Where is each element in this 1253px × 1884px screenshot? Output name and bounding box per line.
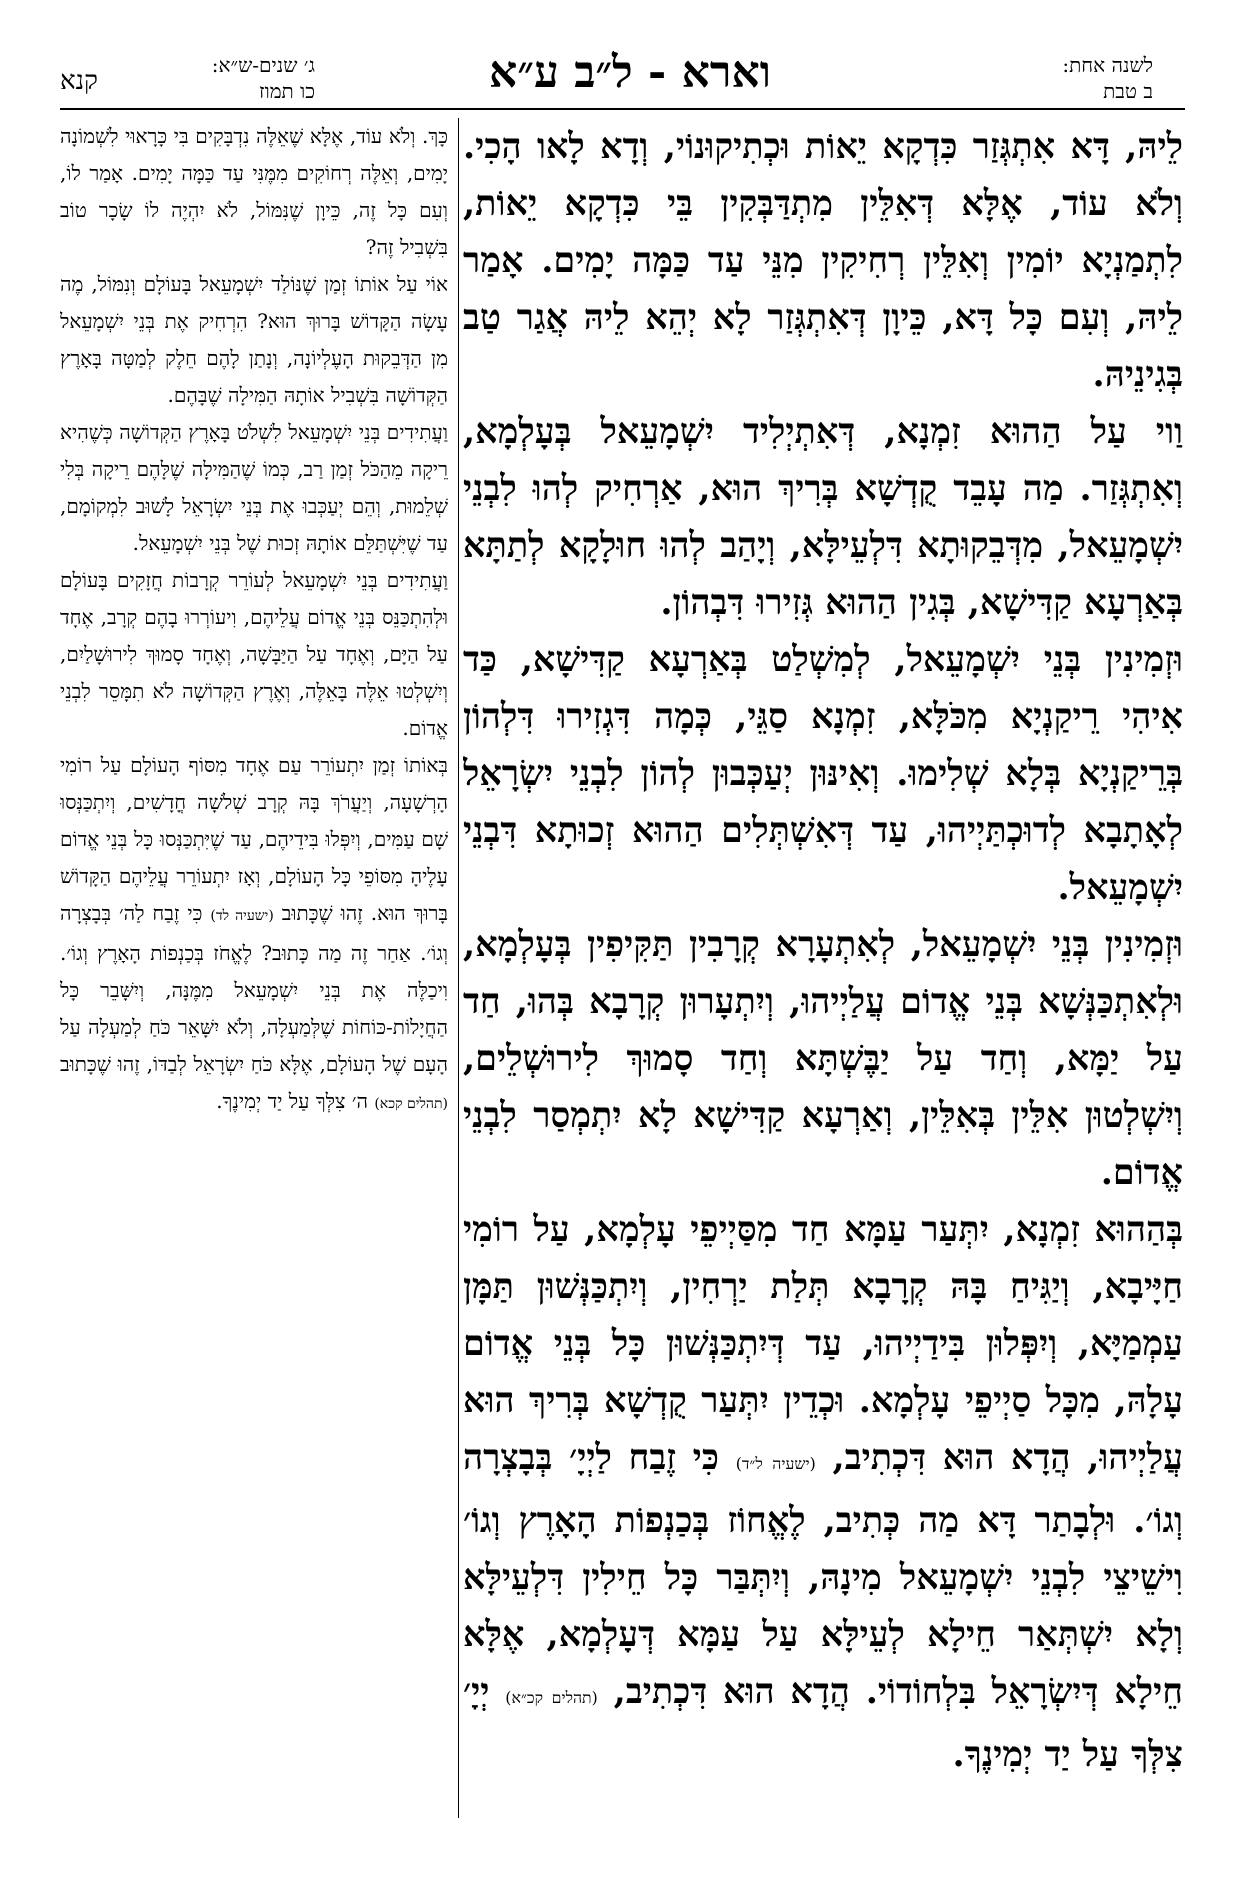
page-number: קנא bbox=[60, 66, 98, 96]
main-text-span: כִּי זֶבַח לַיְיָ׳ בְּבָצְרָה וְגוֹ׳. וּלְבָתַר דָּא מַה כְּתִיב, לֶאֱחוֹז בְּכַנְפוֹת הָאָרֶץ וְגוֹ׳ וִישֵׁיצֵי לִבְנֵי יִשְׁמָעֵאל מִינָהּ, וְיִתְּבַּר כָּל חֵילִין דִּלְעֵילָּא וְלָא יִשְׁתְּאַר חֵילָא לְעֵילָּא עַל עַמָּא דְּעָלְמָא, אֶלָּא חֵילָא דְּיִשְׂרָאֵל בִּלְחוֹדוֹי. הֲדָא הוּא דִּכְתִיב, bbox=[463, 1437, 1183, 1712]
translation-paragraph: אוֹי עַל אוֹתוֹ זְמַן שֶׁנּוֹלַד יִשְׁמָעֵאל בָּעוֹלָם וְנִמּוֹל, מֶה עָשָׂה הַקָּדוֹשׁ בָּרוּךְ הוּא? הִרְחִיק אֶת בְּנֵי יִשְׁמָעֵאל מִן הַדְּבֵקוּת הָעֶלְיוֹנָה, וְנָתַן לָהֶם חֵלֶק לְמַטָּה בָּאָרֶץ הַקְּדוֹשָׁה בִּשְׁבִיל אוֹתָהּ הַמִּילָה שֶׁבָּהֶם. bbox=[60, 272, 448, 407]
main-text-span: בְּהַהוּא זִמְנָא, יִתְּעַר עַמָּא חַד מִסַּיְיפֵי עָלְמָא, עַל רוֹמִי חַיָּיבָא, וְיַגִּיחַ בָּהּ קְרָבָא תְּלַת יַרְחִין, וְיִתְכַּנְּשׁוּן תַּמָּן עַמְמַיָּא, וְיִפְּלוּן בִּידַיְיהוּ, עַד דְּיִתְכַּנְּשׁוּן כָּל בְּנֵי אֱדוֹם עָלָהּ, מִכָּל סַיְיפֵי עָלְמָא. וּכְדֵין יִתְּעַר קֻדְשָׁא בְּרִיךְ הוּא עֲלַיְיהוּ, הֲדָא הוּא דִּכְתִיב, bbox=[463, 1209, 1183, 1478]
page-title: וארא - ל״ב ע״א bbox=[489, 47, 771, 98]
source-reference: (תהלים קכ״א) bbox=[505, 1688, 598, 1707]
header-left bbox=[135, 52, 315, 112]
translation-text-span: בְּאוֹתוֹ זְמַן יִתְעוֹרֵר עַם אֶחָד מִסּוֹף הָעוֹלָם עַל רוֹמִי הָרְשָׁעָה, וְיַעֲרֹךְ בָּהּ קְרָב שְׁלֹשָׁה חֳדָשִׁים, וְיִתְכַּנְּסוּ שָׁם עַמִּים, וְיִפְּלוּ בִּידֵיהֶם, עַד שֶׁיִּתְכַּנְּסוּ כָּל בְּנֵי אֱדוֹם עָלֶיהָ מִסּוֹפֵי כָּל הָעוֹלָם, וְאָז יִתְעוֹרֵר עֲלֵיהֶם הַקָּדוֹשׁ בָּרוּךְ הוּא. זֶהוּ שֶׁכָּתוּב bbox=[60, 753, 448, 925]
main-text-column bbox=[463, 118, 1183, 1838]
translation-column bbox=[60, 118, 448, 1838]
translation-text-span: ה׳ צִלְּךָ עַל יַד יְמִינֶךָ. bbox=[216, 1089, 368, 1113]
translation-paragraph: כָּךְ. וְלֹא עוֹד, אֶלָּא שֶׁאֵלֶּה נִדְבָּקִים בִּי כָּרָאוּי לִשְׁמוֹנָה יָמִים, וְאֵלֶּה רְחוֹקִים מִמֶּנִּי עַד כַּמָּה יָמִים. אָמַר לוֹ, וְעִם כָּל זֶה, כֵּיוָן שֶׁנִּמּוֹל, לֹא יִהְיֶה לוֹ שָׂכָר טוֹב בִּשְׁבִיל זֶה? bbox=[60, 124, 448, 259]
translation-text-span: כִּי זֶבַח לַה׳ בְּבָצְרָה וְגוֹ׳. אַחַר זֶה מַה כָּתוּב? לֶאֱחֹז בְּכַנְפוֹת הָאָרֶץ וְגוֹ׳. וִיכַלֶּה אֶת בְּנֵי יִשְׁמָעֵאל מִמֶּנָּה, וְיִשָּׁבֵר כָּל הַחֲיָלוֹת-כּוֹחוֹת שֶׁלְּמַעְלָה, וְלֹא יִשָּׁאֵר כֹּחַ לְמַעְלָה עַל הָעָם שֶׁל הָעוֹלָם, אֶלָּא כֹּחַ יִשְׂרָאֵל לְבַדּוֹ, זֶהוּ שֶׁכָּתוּב bbox=[60, 901, 448, 1076]
cycle-label: ג׳ שנים-ש״א: bbox=[211, 53, 315, 77]
header-rule bbox=[60, 108, 1185, 110]
column-divider bbox=[458, 118, 459, 1818]
date-label: ב טבת bbox=[1103, 79, 1153, 103]
source-reference: (ישעיה ל״ד) bbox=[735, 1454, 816, 1473]
alt-date-label: כו תמוז bbox=[259, 79, 315, 103]
source-reference: (תהלים קכא) bbox=[374, 1096, 448, 1112]
main-paragraph: וַוי עַל הַהוּא זִמְנָא, דְּאִתְיְלִיד יִשְׁמָעֵאל בְּעָלְמָא, וְאִתְגְּזַר. מַה עָבֵד קֻדְשָׁא בְּרִיךְ הוּא, אַרְחִיק לְהוּ לִבְנֵי יִשְׁמָעֵאל, מִדְּבֵקוּתָא דִּלְעֵילָּא, וְיָהַב לְהוּ חוּלָקָא לְתַתָּא בְּאַרְעָא קַדִּישָׁא, בְּגִין הַהוּא גְּזִירוּ דִּבְהוֹן. bbox=[463, 411, 1183, 623]
main-paragraph bbox=[463, 1201, 1183, 1783]
translation-paragraph: וַעֲתִידִים בְּנֵי יִשְׁמָעֵאל לִשְׁלֹט בָּאָרֶץ הַקְּדוֹשָׁה כְּשֶׁהִיא רֵיקָה מֵהַכֹּל זְמַן רַב, כְּמוֹ שֶׁהַמִּילָה שֶׁלָּהֶם רֵיקָה בְּלִי שְׁלֵמוּת, וְהֵם יְעַכְּבוּ אֶת בְּנֵי יִשְׂרָאֵל לָשׁוּב לִמְקוֹמָם, עַד שֶׁיִּשְׁתַּלֵּם אוֹתָהּ זְכוּת שֶׁל בְּנֵי יִשְׁמָעֵאל. bbox=[60, 420, 448, 555]
main-paragraph: וּזְמִינִין בְּנֵי יִשְׁמָעֵאל, לְמִשְׁלַט בְּאַרְעָא קַדִּישָׁא, כַּד אִיהִי רֵיקַנְיָא מִכֹּלָּא, זִמְנָא סַגֵּי, כְּמָה דִּגְזִירוּ דִּלְהוֹן בְּרֵיקַנְיָא בְּלָא שְׁלִימוּ. וְאִינּוּן יְעַכְּבוּן לְהוֹן לִבְנֵי יִשְׂרָאֵל לְאָתָבָא לְדוּכְתַּיְיהוּ, עַד דְּאִשְׁתְּלִים הַהוּא זְכוּתָא דִּבְנֵי יִשְׁמָעֵאל. bbox=[463, 639, 1183, 908]
translation-paragraph: וַעֲתִידִים בְּנֵי יִשְׁמָעֵאל לְעוֹרֵר קְרָבוֹת חֲזָקִים בָּעוֹלָם וּלְהִתְכַּנֵּס בְּנֵי אֱדוֹם עֲלֵיהֶם, וִיעוֹרְרוּ בָהֶם קְרָב, אֶחָד עַל הַיָּם, וְאֶחָד עַל הַיַּבָּשָׁה, וְאֶחָד סָמוּךְ לִירוּשָׁלַיִם, וְיִשְׁלְטוּ אֵלֶּה בָּאֵלֶּה, וְאֶרֶץ הַקְּדוֹשָׁה לֹא תִמָּסֵר לִבְנֵי אֱדוֹם. bbox=[60, 568, 448, 740]
source-reference: (ישעיה לד) bbox=[210, 908, 274, 924]
main-text-span: יְיָ׳ צִלְּךָ עַל יַד יְמִינֶךָ. bbox=[463, 1671, 1183, 1775]
main-paragraph: לֵיהּ, דָּא אִתְגְּזַר כִּדְקָא יֵאוֹת וּכְתִיקוּנוֹי, וְדָא לָאו הָכִי. וְלֹא עוֹד, אֶלָּא דְּאִלֵּין מִתְדַּבְּקִין בֵּי כִּדְקָא יֵאוֹת, לִתְמַנְיָא יוֹמִין וְאִלֵּין רְחִיקִין מִנֵּי עַד כַּמָּה יָמִים. אָמַר לֵיהּ, וְעִם כָּל דָּא, כֵּיוָן דְּאִתְגְּזַר לָא יְהֵא לֵיהּ אֲגַר טַב בְּגִינֵיהּ. bbox=[463, 126, 1183, 395]
translation-paragraph bbox=[60, 747, 448, 1123]
header-right bbox=[943, 52, 1153, 112]
year-cycle-label: לשנה אחת: bbox=[1062, 53, 1153, 77]
main-paragraph: וּזְמִינִין בְּנֵי יִשְׁמָעֵאל, לְאִתְעָרָא קְרָבִין תַּקִּיפִין בְּעָלְמָא, וּלְאִתְכַּנְּשָׁא בְּנֵי אֱדוֹם עֲלַיְיהוּ, וְיִתְעָרוּן קְרָבָא בְּהוּ, חַד עַל יַמָּא, וְחַד עַל יַבֶּשְׁתָּא וְחַד סָמוּךְ לִירוּשְׁלֵים, וְיִשְׁלְטוּן אִלֵּין בְּאִלֵּין, וְאַרְעָא קַדִּישָׁא לָא יִתְמְסַר לִבְנֵי אֱדוֹם. bbox=[463, 924, 1183, 1193]
